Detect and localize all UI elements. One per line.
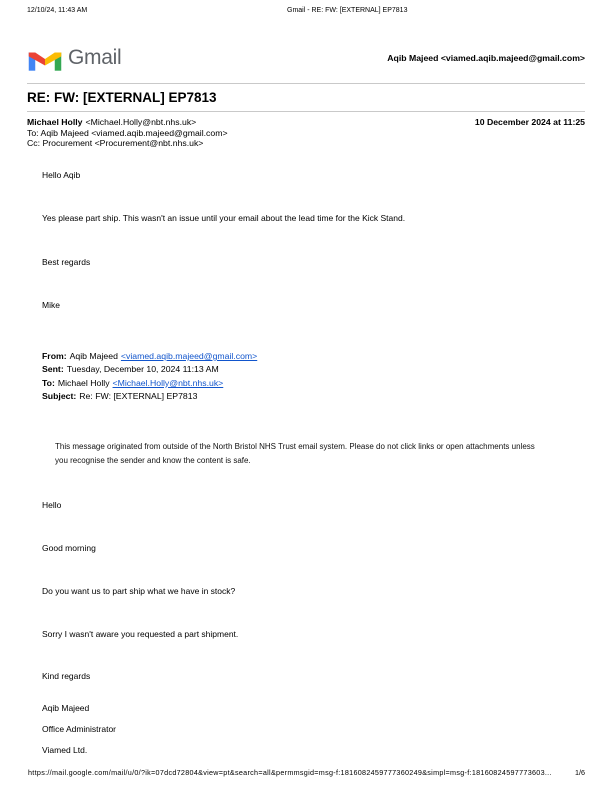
gmail-m-icon (28, 46, 62, 77)
print-footer-url: https://mail.google.com/mail/u/0/?ik=07dcd72804&view=pt&search=all&permmsgid=msg-f:1816082459777360249&simpl=msg-f:18160824597773603... (28, 768, 552, 777)
quoted-body-paragraph: Hello (42, 500, 62, 510)
header-from (27, 117, 196, 127)
signature-line: Viamed Ltd. (42, 745, 88, 755)
gmail-wordmark: Gmail (68, 46, 122, 69)
signature-line: Aqib Majeed (42, 703, 90, 713)
quoted-from-name: Aqib Majeed (69, 351, 118, 361)
external-sender-warning: This message originated from outside of the North Bristol NHS Trust email system. Please do not click links or open attachments unless you recognise the sender and know the content is safe. (55, 442, 535, 465)
header-to: To: Aqib Majeed <viamed.aqib.majeed@gmail.com> (27, 127, 228, 138)
body-paragraph: Best regards (42, 257, 91, 267)
quoted-headers (42, 350, 257, 404)
quoted-sent-value: Tuesday, December 10, 2024 11:13 AM (66, 364, 219, 375)
quoted-from-email-link[interactable]: <viamed.aqib.majeed@gmail.com> (120, 351, 258, 361)
quoted-subject-value: Re: FW: [EXTERNAL] EP7813 (79, 391, 198, 402)
quoted-header-from (42, 350, 257, 363)
quoted-to-name: Michael Holly (57, 377, 110, 388)
body-paragraph: Mike (42, 300, 60, 310)
email-subject: RE: FW: [EXTERNAL] EP7813 (27, 90, 217, 105)
print-footer-page-number: 1/6 (575, 768, 585, 777)
print-header-title: Gmail - RE: FW: [EXTERNAL] EP7813 (287, 7, 408, 14)
quoted-header-subject (42, 390, 257, 403)
signature-line: Office Administrator (42, 724, 117, 734)
body-paragraph: Hello Aqib (42, 170, 81, 180)
to-label: To: (42, 377, 55, 388)
quoted-header-sent (42, 363, 257, 376)
divider-top (27, 83, 585, 84)
message-date: 10 December 2024 at 11:25 (474, 117, 585, 127)
header-cc: Cc: Procurement <Procurement@nbt.nhs.uk> (27, 137, 204, 148)
quoted-body-paragraph: Sorry I wasn't aware you requested a part shipment. (42, 629, 239, 639)
sender-name: Michael Holly (27, 117, 83, 127)
print-header-datetime: 12/10/24, 11:43 AM (27, 7, 88, 14)
quoted-body-paragraph: Do you want us to part ship what we have in stock? (42, 586, 236, 596)
subject-label: Subject: (42, 391, 77, 402)
account-owner: Aqib Majeed <viamed.aqib.majeed@gmail.com> (387, 53, 585, 63)
quoted-header-to (42, 377, 257, 390)
gmail-logo (28, 45, 188, 73)
quoted-body-paragraph: Good morning (42, 543, 96, 553)
signature-line: Kind regards (42, 671, 91, 681)
sent-label: Sent: (42, 364, 64, 375)
sender-email: <Michael.Holly@nbt.nhs.uk> (85, 117, 197, 127)
body-paragraph: Yes please part ship. This wasn't an issue until your email about the lead time for the Kick Stand. (42, 213, 406, 223)
divider-subject (27, 111, 585, 112)
from-label: From: (42, 351, 67, 361)
quoted-to-email-link[interactable]: <Michael.Holly@nbt.nhs.uk> (112, 377, 224, 388)
